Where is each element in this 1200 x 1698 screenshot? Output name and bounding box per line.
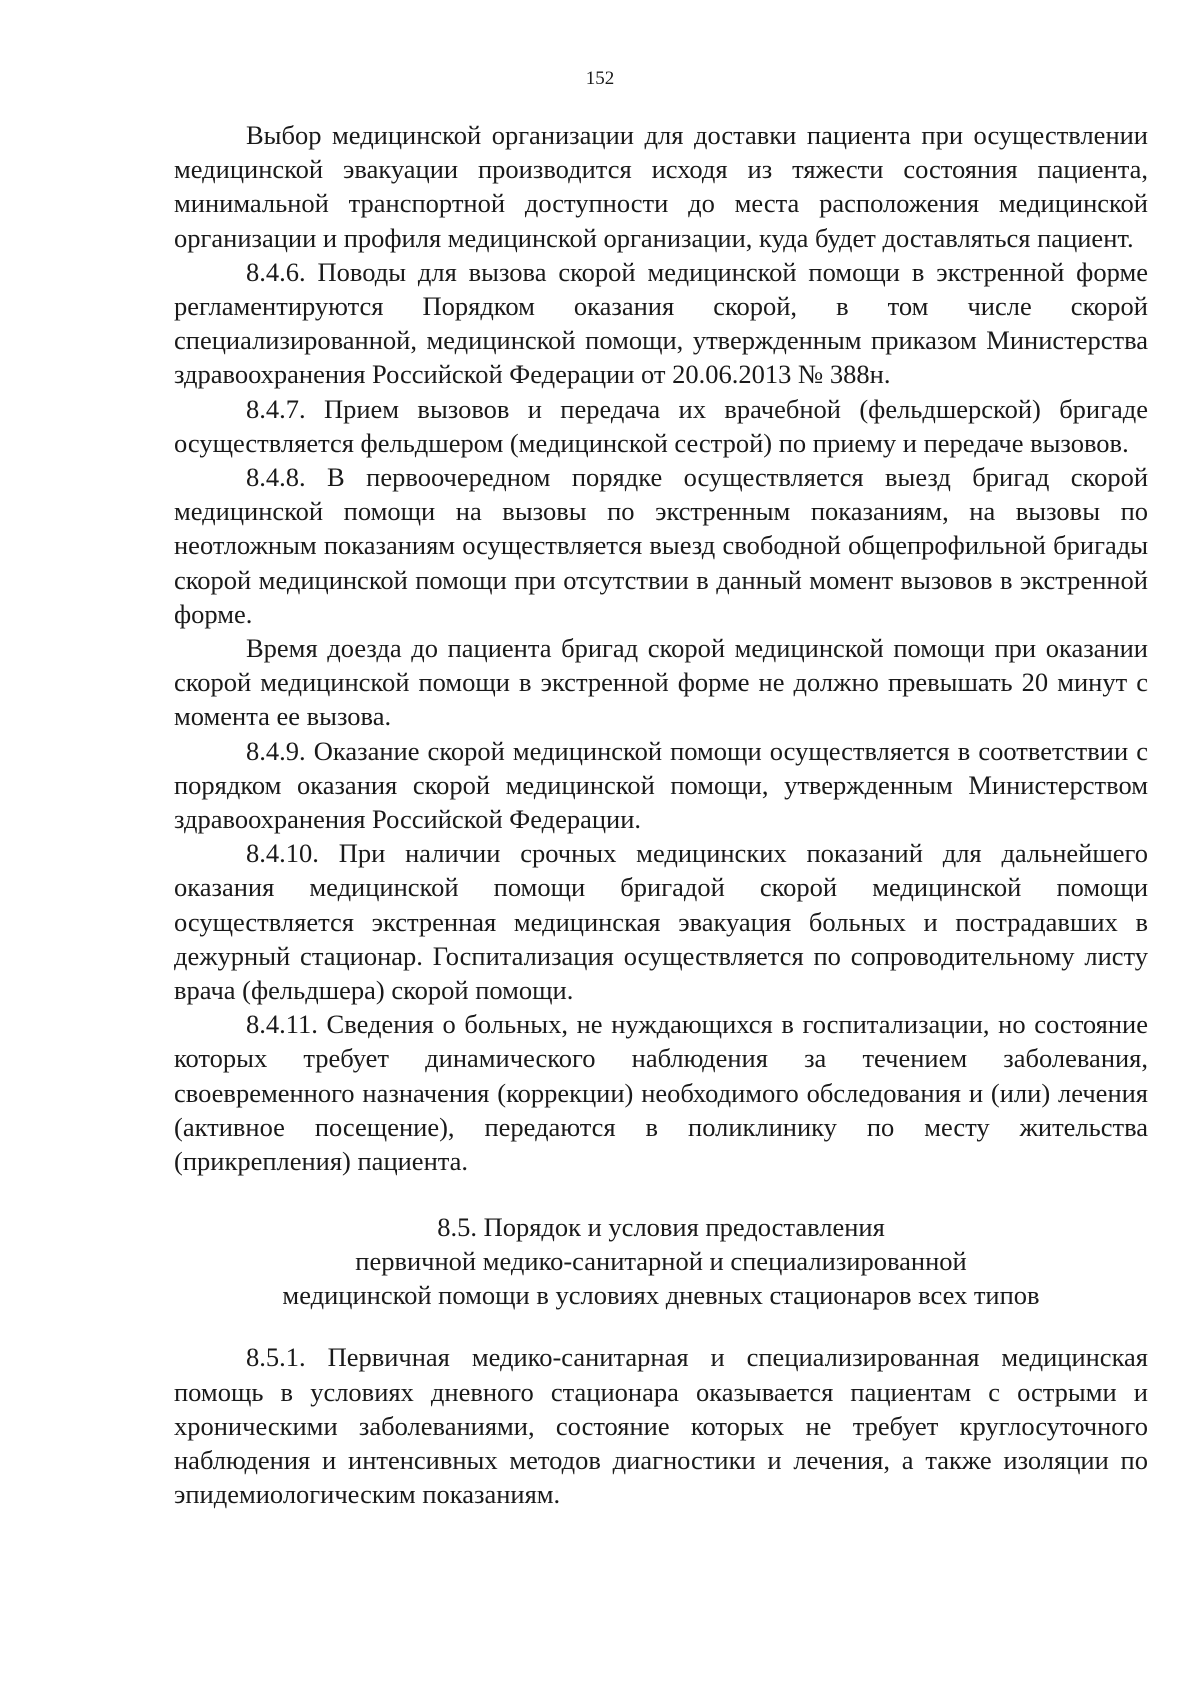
paragraph-8-4-11: 8.4.11. Сведения о больных, не нуждающихся в госпитализации, но состояние которых требует динамического наблюдения за течением заболевания, своевременного назначения (коррекции) необходимого обследования и (или) лечения (активное посещение), передаются в поликлинику по месту жительства (прикрепления) пациента.	[174, 1009, 1148, 1177]
document-body	[174, 118, 1148, 1511]
paragraph-8-4-8: 8.4.8. В первоочередном порядке осуществляется выезд бригад скорой медицинской помощи на вызовы по экстренным показаниям, на вызовы по неотложным показаниям осуществляется выезд свободной общепрофильной бригады скорой медицинской помощи при отсутствии в данный момент вызовов в экстренной форме.	[174, 462, 1148, 629]
page-number: 152	[585, 68, 615, 89]
paragraph-8-4-7: 8.4.7. Прием вызовов и передача их врачебной (фельдшерской) бригаде осуществляется фельдшером (медицинской сестрой) по приему и передаче вызовов.	[174, 393, 1148, 458]
paragraph-8-4-6: 8.4.6. Поводы для вызова скорой медицинской помощи в экстренной форме регламентируются Порядком оказания скорой, в том числе скорой специализированной, медицинской помощи, утвержденным приказом Министерства здравоохранения Российской Федерации от 20.06.2013 № 388н.	[174, 256, 1148, 390]
section-heading-line: 8.5. Порядок и условия предоставления	[437, 1212, 885, 1243]
paragraph-evacuation-choice: Выбор медицинской организации для доставки пациента при осуществлении медицинской эвакуации производится исходя из тяжести состояния пациента, минимальной транспортной доступности до места расположения медицинской организации и профиля медицинской организации, куда будет доставляться пациент.	[174, 120, 1148, 253]
section-heading-line: первичной медико-санитарной и специализированной	[355, 1246, 967, 1277]
paragraph-8-5-1: 8.5.1. Первичная медико-санитарная и специализированная медицинская помощь в условиях дневного стационара оказывается пациентам с острыми и хроническими заболеваниями, состояние которых не требует круглосуточного наблюдения и интенсивных методов диагностики и лечения, а также изоляции по эпидемиологическим показаниям.	[174, 1342, 1148, 1510]
paragraph-8-4-10: 8.4.10. При наличии срочных медицинских показаний для дальнейшего оказания медицинской помощи бригадой скорой медицинской помощи осуществляется экстренная медицинская эвакуация больных и пострадавших в дежурный стационар. Госпитализация осуществляется по сопроводительному листу врача (фельдшера) скорой помощи.	[174, 838, 1148, 1006]
paragraph-arrival-time: Время доезда до пациента бригад скорой медицинской помощи при оказании скорой медицинской помощи в экстренной форме не должно превышать 20 минут с момента ее вызова.	[174, 633, 1148, 732]
section-heading-line: медицинской помощи в условиях дневных стационаров всех типов	[282, 1280, 1040, 1311]
paragraph-8-4-9: 8.4.9. Оказание скорой медицинской помощи осуществляется в соответствии с порядком оказания скорой медицинской помощи, утвержденным Министерством здравоохранения Российской Федерации.	[174, 735, 1148, 835]
section-heading-8-5	[174, 1210, 1148, 1312]
